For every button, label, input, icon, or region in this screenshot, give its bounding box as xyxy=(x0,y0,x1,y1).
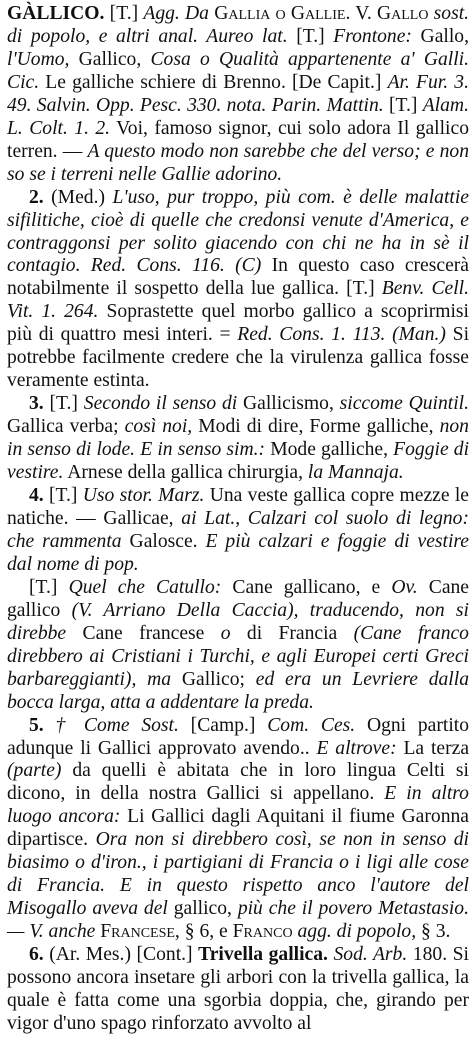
cross-ref-word: Franco xyxy=(232,921,293,943)
usage-note: † Come Sost. xyxy=(55,714,179,736)
etymon: Gallia o Gallie xyxy=(214,3,346,24)
citation-author: Sod. Arb. xyxy=(333,944,408,966)
example-text: Mode galliche, xyxy=(270,439,388,461)
editorial-note: Ora non si direbbero così, se non in senso di biasimo o d'iron., i partigiani di Francia o i ligi alle cose di Francia. E in questo rispetto anco l'autore del Misogallo aveva del xyxy=(7,829,469,920)
example-gloss: l'Uomo, xyxy=(7,48,70,70)
citation-author: siccome Quintil. xyxy=(339,393,469,415)
editorial-note: più che il povero Metastasio. — V. anche xyxy=(7,898,469,943)
example-text: da quelli è abitata che in loro lingua Celti si dicono, in della nostra Gallici si appellano. xyxy=(7,760,470,805)
example-text: La terza xyxy=(403,737,470,759)
example-text: Arnese della gallica chirurgia, xyxy=(67,462,303,484)
sense-number: 4. xyxy=(29,485,44,507)
citation-author: Alam. L. Colt. 1. 2. xyxy=(7,94,469,139)
source-tag: [T.] xyxy=(388,94,418,116)
entry-sense-6 xyxy=(7,944,469,1036)
citation-author: Ov. xyxy=(391,576,418,598)
definition-text: ai Lat., Calzari col suolo di legno: che rammenta xyxy=(7,507,470,552)
example-gloss: Foggie di vestire. xyxy=(7,439,470,484)
example-text: Soprastette quel morbo gallico a scoprirmisi più di quattro mesi interi. = xyxy=(7,301,469,346)
citation-number: 180. xyxy=(412,944,448,966)
domain-label: (Med.) xyxy=(51,186,106,208)
cross-ref-word: Gallo xyxy=(376,3,429,24)
term: Galosce. xyxy=(129,530,198,552)
example-text: In questo caso crescerà notabilmente il sospetto della lue gallica. xyxy=(7,255,469,300)
source-tag: [T.] xyxy=(109,3,139,24)
source-tag: [Camp.] xyxy=(190,714,256,736)
cross-ref-label: . V. xyxy=(345,3,372,24)
entry-sense-2 xyxy=(7,187,469,394)
example-text: Gallico, xyxy=(78,48,142,70)
example-text: Gallico; xyxy=(181,668,245,690)
citation-author: Red. Cons. 1. 113. (Man.) xyxy=(237,324,446,346)
sense-number: 6. xyxy=(29,944,44,966)
example-text: Modi di dire, Forme galliche, xyxy=(198,416,434,438)
source-tag: [T.] xyxy=(346,278,375,300)
example-text: di Francia xyxy=(246,622,338,644)
entry-sense-4 xyxy=(7,485,469,577)
citation-author: Uso stor. Marz. xyxy=(82,485,205,507)
example-gloss: (parte) xyxy=(7,760,62,782)
example-text: Gallica verba; xyxy=(7,416,119,438)
example-text: Cane francese xyxy=(82,622,205,644)
editorial-note: (Cane franco direbbero ai Cristiani i Turchi, e agli Europei certi Greci barbareggianti), ma xyxy=(7,622,469,690)
definition-text: Cosa o Qualità appartenente a' Galli. Cic. xyxy=(7,48,470,93)
example-text: Cane gallicano, e xyxy=(232,576,381,598)
entry-headword: GÀLLICO. xyxy=(7,3,105,24)
entry-sense-3 xyxy=(7,393,469,485)
cross-ref-section: § 6, e xyxy=(184,921,228,943)
example-text: Li Gallici dagli Aquitani il fiume Garonna dipartisce. xyxy=(7,806,469,851)
citation-sources: Ar. Fur. 3. 49. Salvin. Opp. Pesc. 330. nota. Parin. Mattin. xyxy=(7,71,469,116)
example-text: Si possono ancora insetare gli arbori con la trivella gallica, la quale è fatta come una sgorbia doppia, che, girando per vigor d'uno spago rinforzato avvolto al xyxy=(7,944,469,1034)
example-text: Gallo, xyxy=(420,25,469,47)
editorial-note: non in senso di lode. E in senso sim.: xyxy=(7,416,469,461)
connector: così noi, xyxy=(124,416,193,438)
example-text: Si potrebbe facilmente credere che la virulenza gallica fosse veramente estinta. xyxy=(7,324,470,392)
entry-sense-5 xyxy=(7,715,469,945)
connector: o xyxy=(220,622,231,644)
entry-paragraph-intro xyxy=(7,3,469,187)
connector: E in altro luogo ancora: xyxy=(7,783,469,828)
sense-number: 3. xyxy=(29,393,44,415)
term: Trivella gallica. xyxy=(198,944,328,966)
editorial-note: (V. Arriano Della Caccia), traducendo, non si direbbe xyxy=(7,599,469,644)
term: Gallicismo, xyxy=(242,393,334,415)
source-tag: [T.] xyxy=(49,393,78,415)
usage-note: sost. di popolo, e altri anal. Aureo lat. xyxy=(7,3,470,47)
citation-author: Frontone: xyxy=(333,25,412,47)
sense-number: 5. xyxy=(29,714,44,736)
citation-author: Com. Ces. xyxy=(267,714,356,736)
example-text: Voi, famoso signor, cui solo adora Il gallico terren. — xyxy=(7,117,469,162)
editorial-note: ed era un Levriere dalla bocca larga, atta a addentare la preda. xyxy=(7,668,469,713)
definition-text: Secondo il senso di xyxy=(83,393,238,415)
cross-ref-word: Francese, xyxy=(100,921,180,943)
example-gloss: la Mannaja. xyxy=(307,462,404,484)
source-tag: [T.] xyxy=(29,576,58,598)
citation-author: Benv. Cell. Vit. 1. 264. xyxy=(7,278,469,323)
example-text: Una veste gallica copre mezze le natiche. — Gallicae, xyxy=(7,485,469,529)
usage-note: agg. di popolo, xyxy=(297,921,417,943)
editorial-note: E più calzari e foggie di vestire dal nome di pop. xyxy=(7,530,470,575)
source-tag: [T.] xyxy=(49,485,78,507)
editorial-note: A questo modo non sarebbe che del verso; e non so se i terreni nelle Gallie adorino. xyxy=(7,140,469,185)
definition-text: L'uso, pur troppo, più com. è delle malattie sifilitiche, cioè di quelle che credonsi venute d'America, e contraggonsi per solito giacendo con chi ne ha in sè il contagio. Red. Cons. 116. (C) xyxy=(7,186,469,277)
usage-note: Agg. Da xyxy=(143,3,209,24)
entry-sense-4-note xyxy=(7,577,469,715)
example-text: gallico, xyxy=(173,898,232,920)
sense-number: 2. xyxy=(29,186,44,208)
example-text: Ogni partito adunque li Gallici approvato avendo.. xyxy=(7,714,470,759)
citation-author: Quel che Catullo: xyxy=(68,576,222,598)
cross-ref-section: § 3. xyxy=(421,921,451,943)
connector: E altrove: xyxy=(316,737,397,759)
domain-label: (Ar. Mes.) [Cont.] xyxy=(49,944,193,966)
example-text: Le galliche schiere di Brenno. [De Capit.] xyxy=(45,71,382,93)
source-tag: [T.] xyxy=(296,25,325,47)
example-text: Cane gallico xyxy=(7,576,470,621)
